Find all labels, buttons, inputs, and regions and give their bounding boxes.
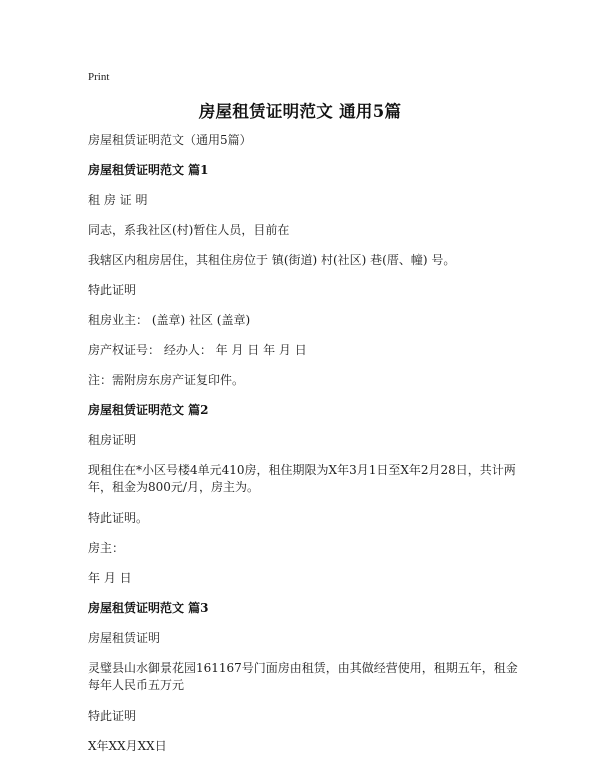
body-line: 特此证明 — [88, 283, 137, 297]
body-line: 租房证明 — [88, 433, 137, 447]
intro-line: 房屋租赁证明范文（通用5篇） — [88, 133, 252, 147]
body-line: 同志，系我社区(村)暂住人员，目前在 — [88, 223, 290, 237]
body-line: 租 房 证 明 — [88, 193, 148, 207]
section-heading-2: 房屋租赁证明范文 篇2 — [88, 403, 209, 417]
section-heading-3: 房屋租赁证明范文 篇3 — [88, 601, 209, 615]
body-line: 特此证明。 — [88, 511, 149, 525]
body-line: 现租住在*小区号楼4单元410房，租住期限为X年3月1日至X年2月28日，共计两年，租金为800元/月，房主为。 — [88, 463, 516, 494]
section-heading-1: 房屋租赁证明范文 篇1 — [88, 163, 209, 177]
body-line: 年 月 日 — [88, 571, 132, 585]
print-label: Print — [88, 71, 110, 83]
body-line: 特此证明 — [88, 709, 137, 723]
document-body — [88, 132, 528, 768]
body-line: 租房业主： (盖章) 社区 (盖章) — [88, 313, 251, 327]
body-line: 房主： — [88, 541, 125, 555]
document-title: 房屋租赁证明范文 通用5篇 — [198, 102, 402, 121]
body-line: X年XX月XX日 — [88, 739, 167, 753]
body-line: 灵璧县山水御景花园161167号门面房由租赁，由其做经营使用，租期五年，租金每年人民币五万元 — [88, 661, 518, 692]
body-line: 房屋租赁证明 — [88, 631, 161, 645]
body-line: 我辖区内租房居住，其租住房位于 镇(街道) 村(社区) 巷(厝、幢) 号。 — [88, 253, 456, 267]
body-line: 房产权证号： 经办人： 年 月 日 年 月 日 — [88, 343, 307, 357]
body-line: 注：需附房东房产证复印件。 — [88, 373, 245, 387]
